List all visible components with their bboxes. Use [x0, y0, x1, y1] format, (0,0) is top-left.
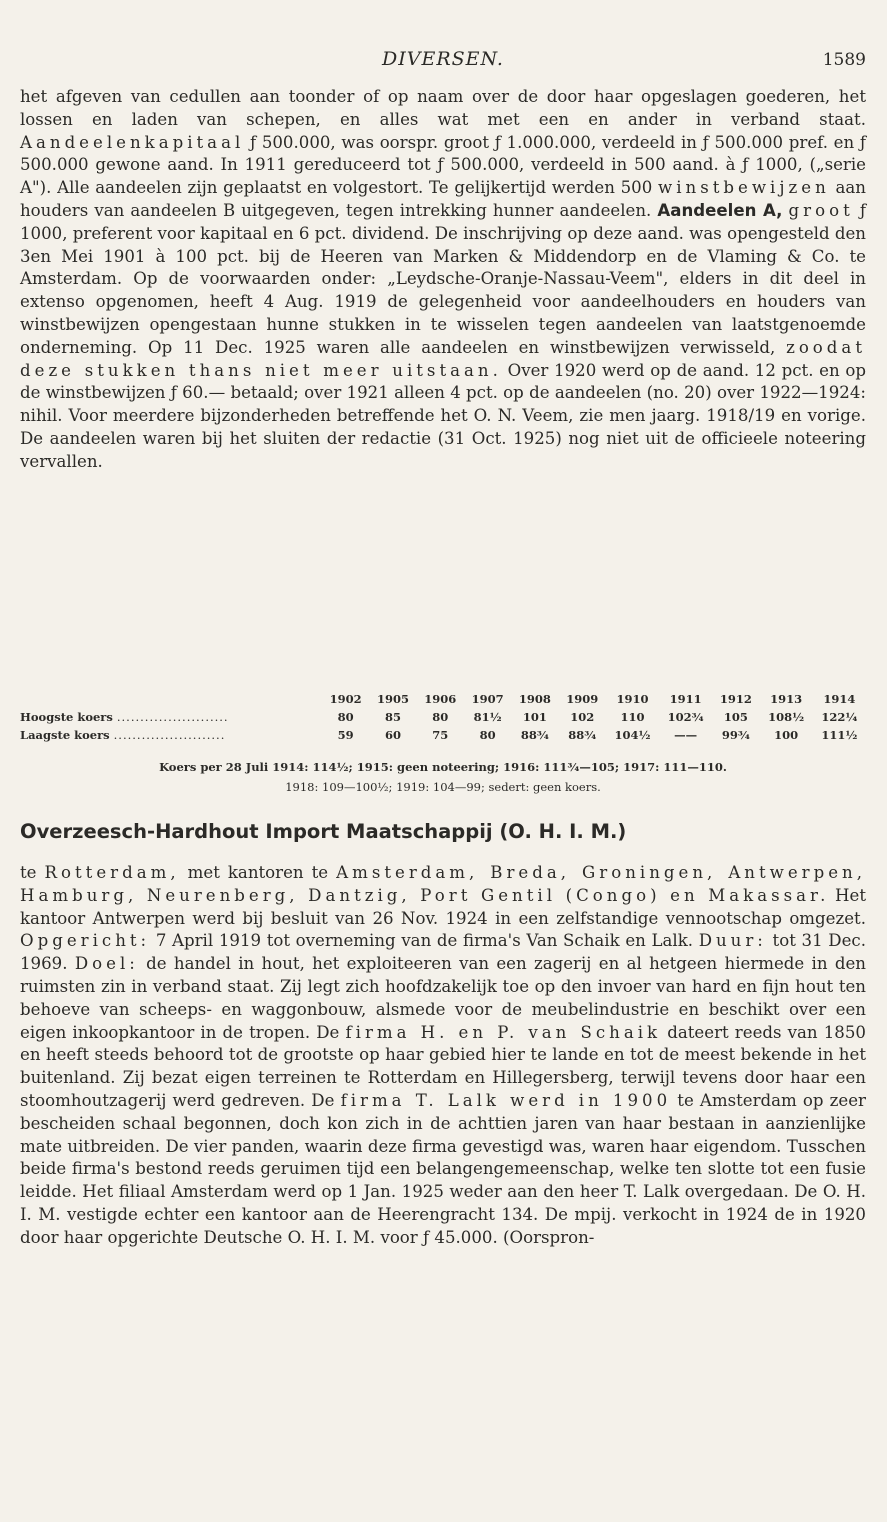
value-cell: 81½: [473, 710, 502, 724]
koers-table: [20, 690, 866, 744]
page-number: 1589: [822, 50, 866, 70]
value-cell: 100: [774, 728, 799, 742]
spaced-term: Rotterdam,: [44, 863, 180, 882]
spaced-term: zoodat deze stukken thans niet meer uitstaan.: [20, 337, 866, 380]
value-cell: 75: [432, 728, 449, 742]
value-cell: 102¾: [667, 710, 704, 724]
year-cell: 1908: [518, 692, 551, 706]
spaced-term: Doel:: [74, 954, 139, 974]
text-run: dateert reeds van 1850 en heeft steeds behoord tot de grootste op haar gebied hier te lande en tot de meest bekende in het buitenland. Zij bezat eigen terreinen te Rotterdam en Hillegersberg, terwijl tevens door haar een stoomhoutzagerij werd gedreven. De: [20, 1022, 866, 1110]
spaced-term: firma H. en P. van Schaik: [345, 1022, 662, 1042]
text-run: ƒ 1000, preferent voor kapitaal en 6 pct. dividend. De inschrijving op deze aand. was opengesteld den 3en Mei 1901 à 100 pct. bij de Heeren van Marken & Middendorp en de Vlaming & Co. te Amsterdam. Op de voorwaarden onder: „Leydsche-Oranje-Nassau-Veem", elders in dit deel in extenso opgenomen, heeft 4 Aug. 1919 de gelegenheid voor aandeelhouders en houders van winstbewijzen opengestaan hunne stukken in te wisselen tegen aandeelen van laatstgenoemde onderneming. Op 11 Dec. 1925 waren alle aandeelen en winstbewijzen verwisseld,: [20, 200, 866, 357]
spaced-term: Opgericht:: [20, 931, 151, 951]
value-cell: 122¼: [821, 710, 858, 724]
year-cell: 1912: [719, 692, 752, 706]
year-cell: 1907: [471, 692, 504, 706]
row-label-text: Laagste koers: [20, 728, 110, 742]
leader-dots: ........................: [113, 728, 226, 742]
text-run: te Amsterdam op zeer bescheiden schaal begonnen, doch kon zich in de achttien jaren van haar bestaan in aanzienlijke mate uitbreiden. De vier panden, waarin deze firma gevestigd was, waren haar eigendom. Tusschen beide firma's bestond reeds geruimen tijd een belangengemeenschap, welke ten slotte tot een fusie leidde. Het filiaal Amsterdam werd op 1 Jan. 1925 weder aan den heer T. Lalk overgedaan. De O. H. I. M. vestigde echter een kantoor aan de Heerengracht 134. De mpij. verkocht in 1924 de in 1920 door haar opgerichte Deutsche O. H. I. M. voor ƒ 45.000. (Oorspron-: [20, 1090, 866, 1247]
value-cell: 102: [570, 710, 595, 724]
value-cell: ——: [674, 728, 698, 742]
text-run: met kantoren te: [187, 863, 329, 882]
year-cell: 1902: [329, 692, 362, 706]
value-cell: 99¾: [721, 728, 750, 742]
text-run: 7 April 1919 tot overneming van de firma's Van Schaik en Lalk.: [155, 931, 694, 951]
year-cell: 1906: [424, 692, 457, 706]
table-row: [20, 708, 866, 726]
text-run: Over 1920 werd op de aand. 12 pct. en op de winstbewijzen ƒ 60.— betaald; over 1921 alleen 4 pct. op de aandeelen (no. 20) over 1922—1924: nihil. Voor meerdere bijzonderheden betreffende het O. N. Veem, zie men jaarg. 1918/19 en vorige. De aandeelen waren bij het sluiten der redactie (31 Oct. 1925) nog niet uit de officieele noteering vervallen.: [20, 360, 867, 471]
koers-notes: [20, 757, 866, 797]
value-cell: 60: [384, 728, 401, 742]
spaced-term: winstbewijzen: [658, 178, 830, 198]
bold-term: Aandeelen A,: [657, 200, 783, 220]
text-run: tot 31 Dec. 1969.: [20, 931, 866, 974]
spaced-term: groot: [788, 200, 854, 220]
year-cell: 1910: [616, 692, 649, 706]
value-cell: 110: [620, 710, 645, 724]
row-label-text: Hoogste koers: [20, 710, 113, 724]
text-run: Het kantoor Antwerpen werd bij besluit van 26 Nov. 1924 in een zelfstandige vennootschap omgezet.: [20, 885, 866, 928]
text-run: aan houders van aandeelen B uitgegeven, tegen intrekking hunner aandeelen.: [20, 178, 866, 220]
value-cell: 85: [384, 710, 401, 724]
spaced-term: Amsterdam, Breda, Groningen, Antwerpen, Hamburg, Neurenberg, Dantzig, Port Gentil (Congo) en Makassar.: [20, 863, 867, 905]
paragraph-ohim: [20, 862, 866, 1250]
value-cell: 101: [522, 710, 547, 724]
paragraph-leydsche-veem: [20, 86, 866, 474]
text-run: de handel in hout, het exploiteeren van een zagerij en al hetgeen hiermede in den ruimsten zin in verband staat. Zij legt zich hoofdzakelijk toe op den invoer van hard en fijn hout ten behoeve van scheeps- en waggonbouw, alsmede voor de meubelindustrie en beschikt over een eigen inkoopkantoor in de tropen. De: [20, 954, 866, 1042]
text-run: te: [20, 863, 37, 882]
year-cell: 1905: [376, 692, 409, 706]
value-cell: 104½: [614, 728, 651, 742]
value-cell: 59: [337, 728, 354, 742]
table-corner: [20, 690, 322, 708]
value-cell: 88¾: [520, 728, 549, 742]
table-row: [20, 726, 866, 744]
spaced-term: Aandeelenkapitaal: [20, 132, 245, 152]
running-title: DIVERSEN.: [382, 48, 504, 70]
spaced-term: firma T. Lalk werd in 1900: [340, 1090, 672, 1110]
value-cell: 111½: [821, 728, 858, 742]
year-cell: 1914: [823, 692, 856, 706]
page-header: [20, 48, 866, 78]
row-label: [20, 708, 322, 726]
spaced-term: Duur:: [698, 931, 767, 951]
section-heading: Overzeesch-Hardhout Import Maatschappij (O. H. I. M.): [20, 820, 627, 843]
year-cell: 1909: [566, 692, 599, 706]
value-cell: 105: [723, 710, 748, 724]
year-cell: 1913: [770, 692, 803, 706]
table-header-row: [20, 690, 866, 708]
row-label: [20, 726, 322, 744]
value-cell: 80: [337, 710, 354, 724]
text-run: ƒ 500.000, was oorspr. groot ƒ 1.000.000, verdeeld in ƒ 500.000 pref. en ƒ 500.000 gewone aand. In 1911 gereduceerd tot ƒ 500.000, verdeeld in 500 aand. à ƒ 1000, („serie A"). Alle aandeelen zijn geplaatst en volgestort. Te gelijkertijd werden 500: [20, 132, 866, 198]
text-run: het afgeven van cedullen aan toonder of op naam over de door haar opgeslagen goederen, het lossen en laden van schepen, en alles wat met een en ander in verband staat.: [20, 87, 866, 129]
koers-line: Koers per 28 Juli 1914: 114½; 1915: geen noteering; 1916: 111¾—105; 1917: 111—110.: [159, 760, 727, 774]
koers-line: 1918: 109—100½; 1919: 104—99; sedert: geen koers.: [285, 780, 601, 794]
value-cell: 88¾: [568, 728, 597, 742]
value-cell: 80: [432, 710, 449, 724]
value-cell: 108½: [768, 710, 805, 724]
value-cell: 80: [479, 728, 496, 742]
leader-dots: ........................: [116, 710, 229, 724]
year-cell: 1911: [669, 692, 702, 706]
